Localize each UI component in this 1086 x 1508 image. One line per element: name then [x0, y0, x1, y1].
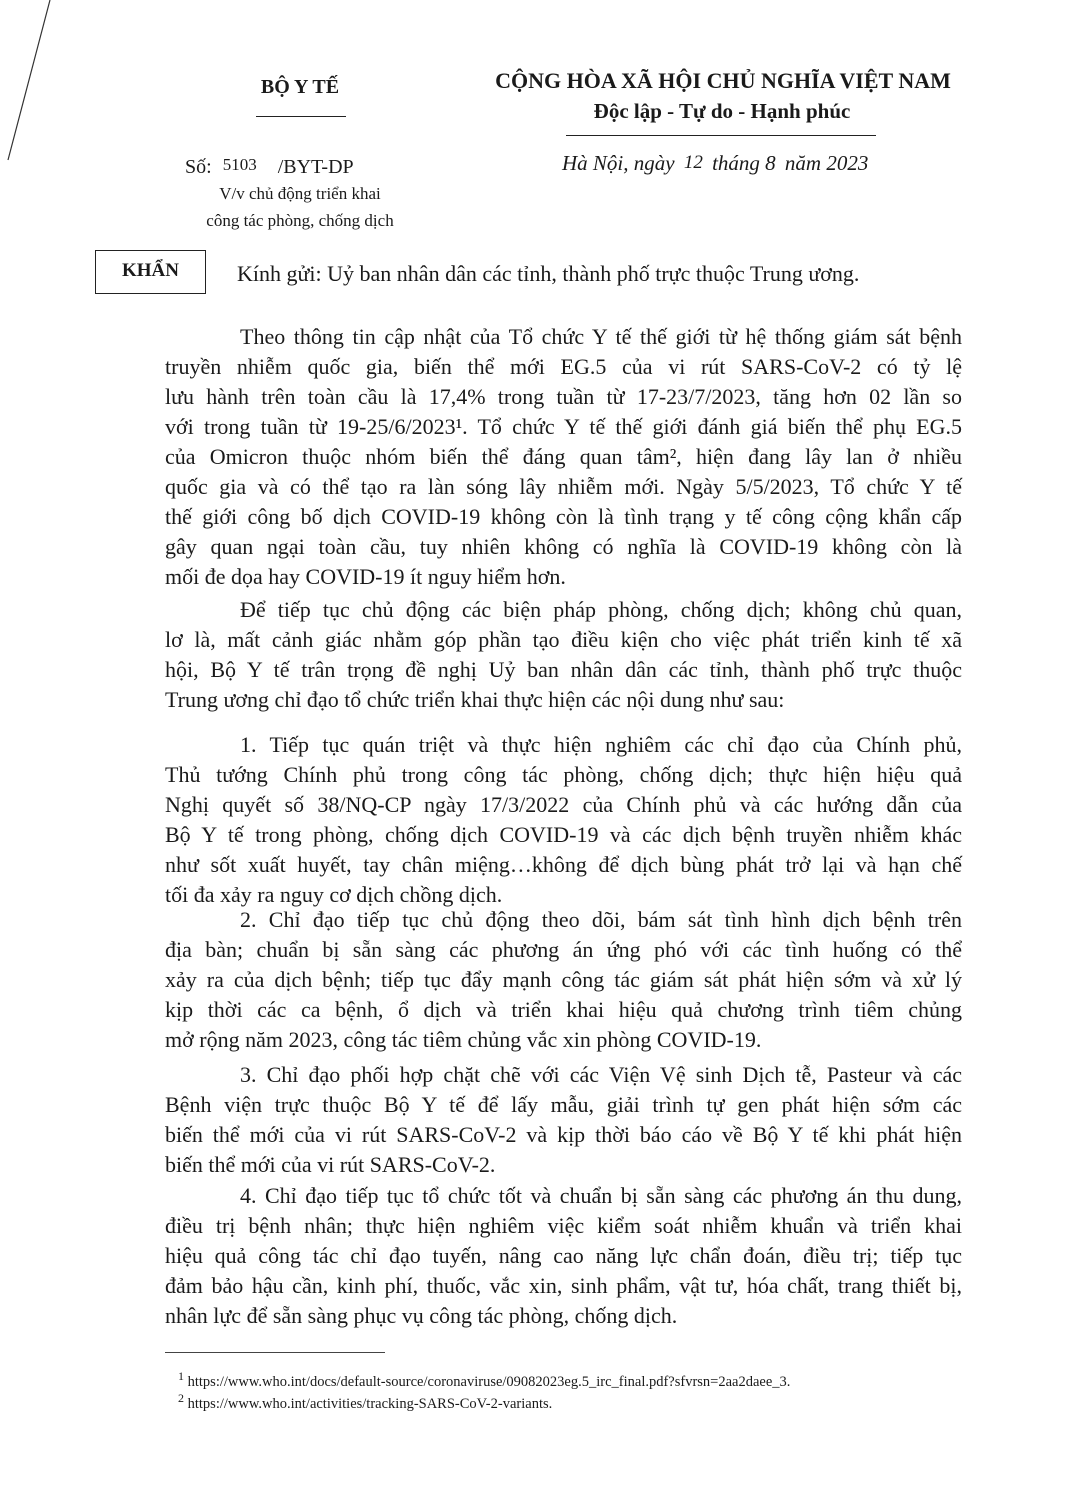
- month-label: tháng: [712, 151, 760, 175]
- text-line: biến thể mới của vi rút SARS-CoV-2 và kịp thời báo cáo về Bộ Y tế khi phát hiện: [165, 1122, 962, 1147]
- date-line: [562, 151, 868, 176]
- date-year: 2023: [826, 151, 869, 175]
- footnote-mark: 2: [178, 1391, 184, 1405]
- text-line: xảy ra của dịch bệnh; tiếp tục đẩy mạnh công tác giám sát phát hiện sớm và xử lý: [165, 967, 962, 992]
- date-prefix: Hà Nội, ngày: [562, 151, 675, 175]
- text-line: thế giới công bố dịch COVID-19 không còn là tình trạng y tế công cộng khẩn cấp: [165, 504, 962, 529]
- text-line: của Omicron thuộc nhóm biến thể đáng quan tâm², hiện đang lây lan ở nhiều: [165, 444, 962, 469]
- motto: Độc lập - Tự do - Hạnh phúc: [593, 99, 851, 123]
- text-line: tối đa xảy ra nguy cơ dịch chồng dịch.: [165, 882, 503, 907]
- nation-title: CỘNG HÒA XÃ HỘI CHỦ NGHĨA VIỆT NAM: [495, 68, 951, 93]
- footnote-text: https://www.who.int/activities/tracking-SARS-CoV-2-variants.: [187, 1395, 553, 1412]
- body-paragraph: [165, 905, 962, 1055]
- motto-underline: [566, 135, 876, 136]
- footnote-rule: [165, 1352, 385, 1353]
- scan-edge-line: [0, 0, 60, 170]
- text-line: lưu hành trên toàn cầu là 17,4% trong tuần từ 17-23/7/2023, tăng hơn 02 lần so: [165, 384, 962, 409]
- text-line: 4. Chỉ đạo tiếp tục tổ chức tốt và chuẩn bị sẵn sàng các phương án thu dung,: [240, 1183, 962, 1208]
- text-line: 1. Tiếp tục quán triệt và thực hiện nghiêm các chỉ đạo của Chính phủ,: [240, 732, 962, 757]
- body-paragraph: [165, 595, 962, 715]
- text-line: Trung ương chỉ đạo tổ chức triển khai thực hiện các nội dung như sau:: [165, 687, 785, 712]
- date-month: 8: [765, 151, 776, 175]
- text-line: đảm bảo hậu cần, kinh phí, thuốc, vắc xin, sinh phẩm, vật tư, hóa chất, trang thiết bị,: [165, 1273, 962, 1298]
- footnote-mark: 1: [178, 1369, 184, 1383]
- body-paragraph: [165, 730, 962, 910]
- number-value: 5103: [222, 155, 257, 174]
- text-line: với trong tuần từ 19-25/6/2023¹. Tổ chức Y tế thế giới đánh giá biến thể phụ EG.5: [165, 414, 962, 439]
- text-line: biến thể mới của vi rút SARS-CoV-2.: [165, 1152, 496, 1177]
- agency-name: BỘ Y TẾ: [260, 76, 340, 98]
- subject-line-1: V/v chủ động triển khai: [219, 184, 381, 203]
- text-line: Để tiếp tục chủ động các biện pháp phòng, chống dịch; không chủ quan,: [240, 597, 962, 622]
- body-paragraph: [165, 322, 962, 592]
- body-paragraph: [165, 1060, 962, 1180]
- text-line: mở rộng năm 2023, công tác tiêm chủng vắc xin phòng COVID-19.: [165, 1027, 762, 1052]
- text-line: 3. Chỉ đạo phối hợp chặt chẽ với các Viện Vệ sinh Dịch tễ, Pasteur và các: [240, 1062, 962, 1087]
- text-line: quốc gia và có thể tạo ra làn sóng lây nhiễm mới. Ngày 5/5/2023, Tổ chức Y tế: [165, 474, 962, 499]
- text-line: gây quan ngại toàn cầu, tuy nhiên không có nghĩa là COVID-19 không còn là: [165, 534, 962, 559]
- text-line: 2. Chỉ đạo tiếp tục chủ động theo dõi, bám sát tình hình dịch bệnh trên: [240, 907, 962, 932]
- agency-underline: [256, 116, 346, 117]
- footnote-2: [178, 1388, 552, 1415]
- document-number: [185, 156, 354, 179]
- text-line: Theo thông tin cập nhật của Tổ chức Y tế thế giới từ hệ thống giám sát bệnh: [240, 324, 962, 349]
- urgent-stamp: KHẨN: [95, 250, 206, 294]
- text-line: Nghị quyết số 38/NQ-CP ngày 17/3/2022 của Chính phủ và các hướng dẫn của: [165, 792, 962, 817]
- footnote-text: https://www.who.int/docs/default-source/coronaviruse/09082023eg.5_irc_final.pdf?sfvrsn=2aa2daee_3.: [187, 1373, 791, 1390]
- text-line: hiệu quả công tác chỉ đạo tuyến, nâng cao năng lực chẩn đoán, điều trị; tiếp tục: [165, 1243, 962, 1268]
- text-line: Thủ tướng Chính phủ trong công tác phòng, chống dịch; thực hiện hiệu quả: [165, 762, 962, 787]
- text-line: mối đe dọa hay COVID-19 ít nguy hiểm hơn.: [165, 564, 566, 589]
- year-label: năm: [784, 151, 822, 175]
- subject-line-2: công tác phòng, chống dịch: [206, 211, 394, 230]
- number-label: Số:: [185, 156, 212, 178]
- text-line: như sốt xuất huyết, tay chân miệng…không để dịch bùng phát trở lại và hạn chế: [165, 852, 962, 877]
- text-line: lơ là, mất cảnh giác nhằm góp phần tạo điều kiện cho việc phát triển kinh tế xã: [165, 627, 962, 652]
- text-line: địa bàn; chuẩn bị sẵn sàng các phương án ứng phó với các tình huống có thể: [165, 937, 962, 962]
- text-line: Bệnh viện trực thuộc Bộ Y tế để lấy mẫu, giải trình tự gen phát hiện sớm các: [165, 1092, 962, 1117]
- recipient: Kính gửi: Uỷ ban nhân dân các tỉnh, thành phố trực thuộc Trung ương.: [237, 261, 860, 286]
- text-line: nhân lực để sẵn sàng phục vụ công tác phòng, chống dịch.: [165, 1303, 678, 1328]
- date-day: 12: [683, 152, 703, 173]
- text-line: hội, Bộ Y tế trân trọng đề nghị Uỷ ban nhân dân các tỉnh, thành phố trực thuộc: [165, 657, 962, 682]
- text-line: điều trị bệnh nhân; thực hiện nghiêm việc kiểm soát nhiễm khuẩn và triển khai: [165, 1213, 962, 1238]
- text-line: Bộ Y tế trong phòng, chống dịch COVID-19 và các dịch bệnh truyền nhiễm khác: [165, 822, 962, 847]
- text-line: kịp thời các ca bệnh, ổ dịch và triển khai hiệu quả chương trình tiêm chủng: [165, 997, 962, 1022]
- text-line: truyền nhiễm quốc gia, biến thể mới EG.5 của vi rút SARS-CoV-2 có tỷ lệ: [165, 354, 962, 379]
- number-suffix: /BYT-DP: [277, 156, 354, 178]
- body-paragraph: [165, 1181, 962, 1331]
